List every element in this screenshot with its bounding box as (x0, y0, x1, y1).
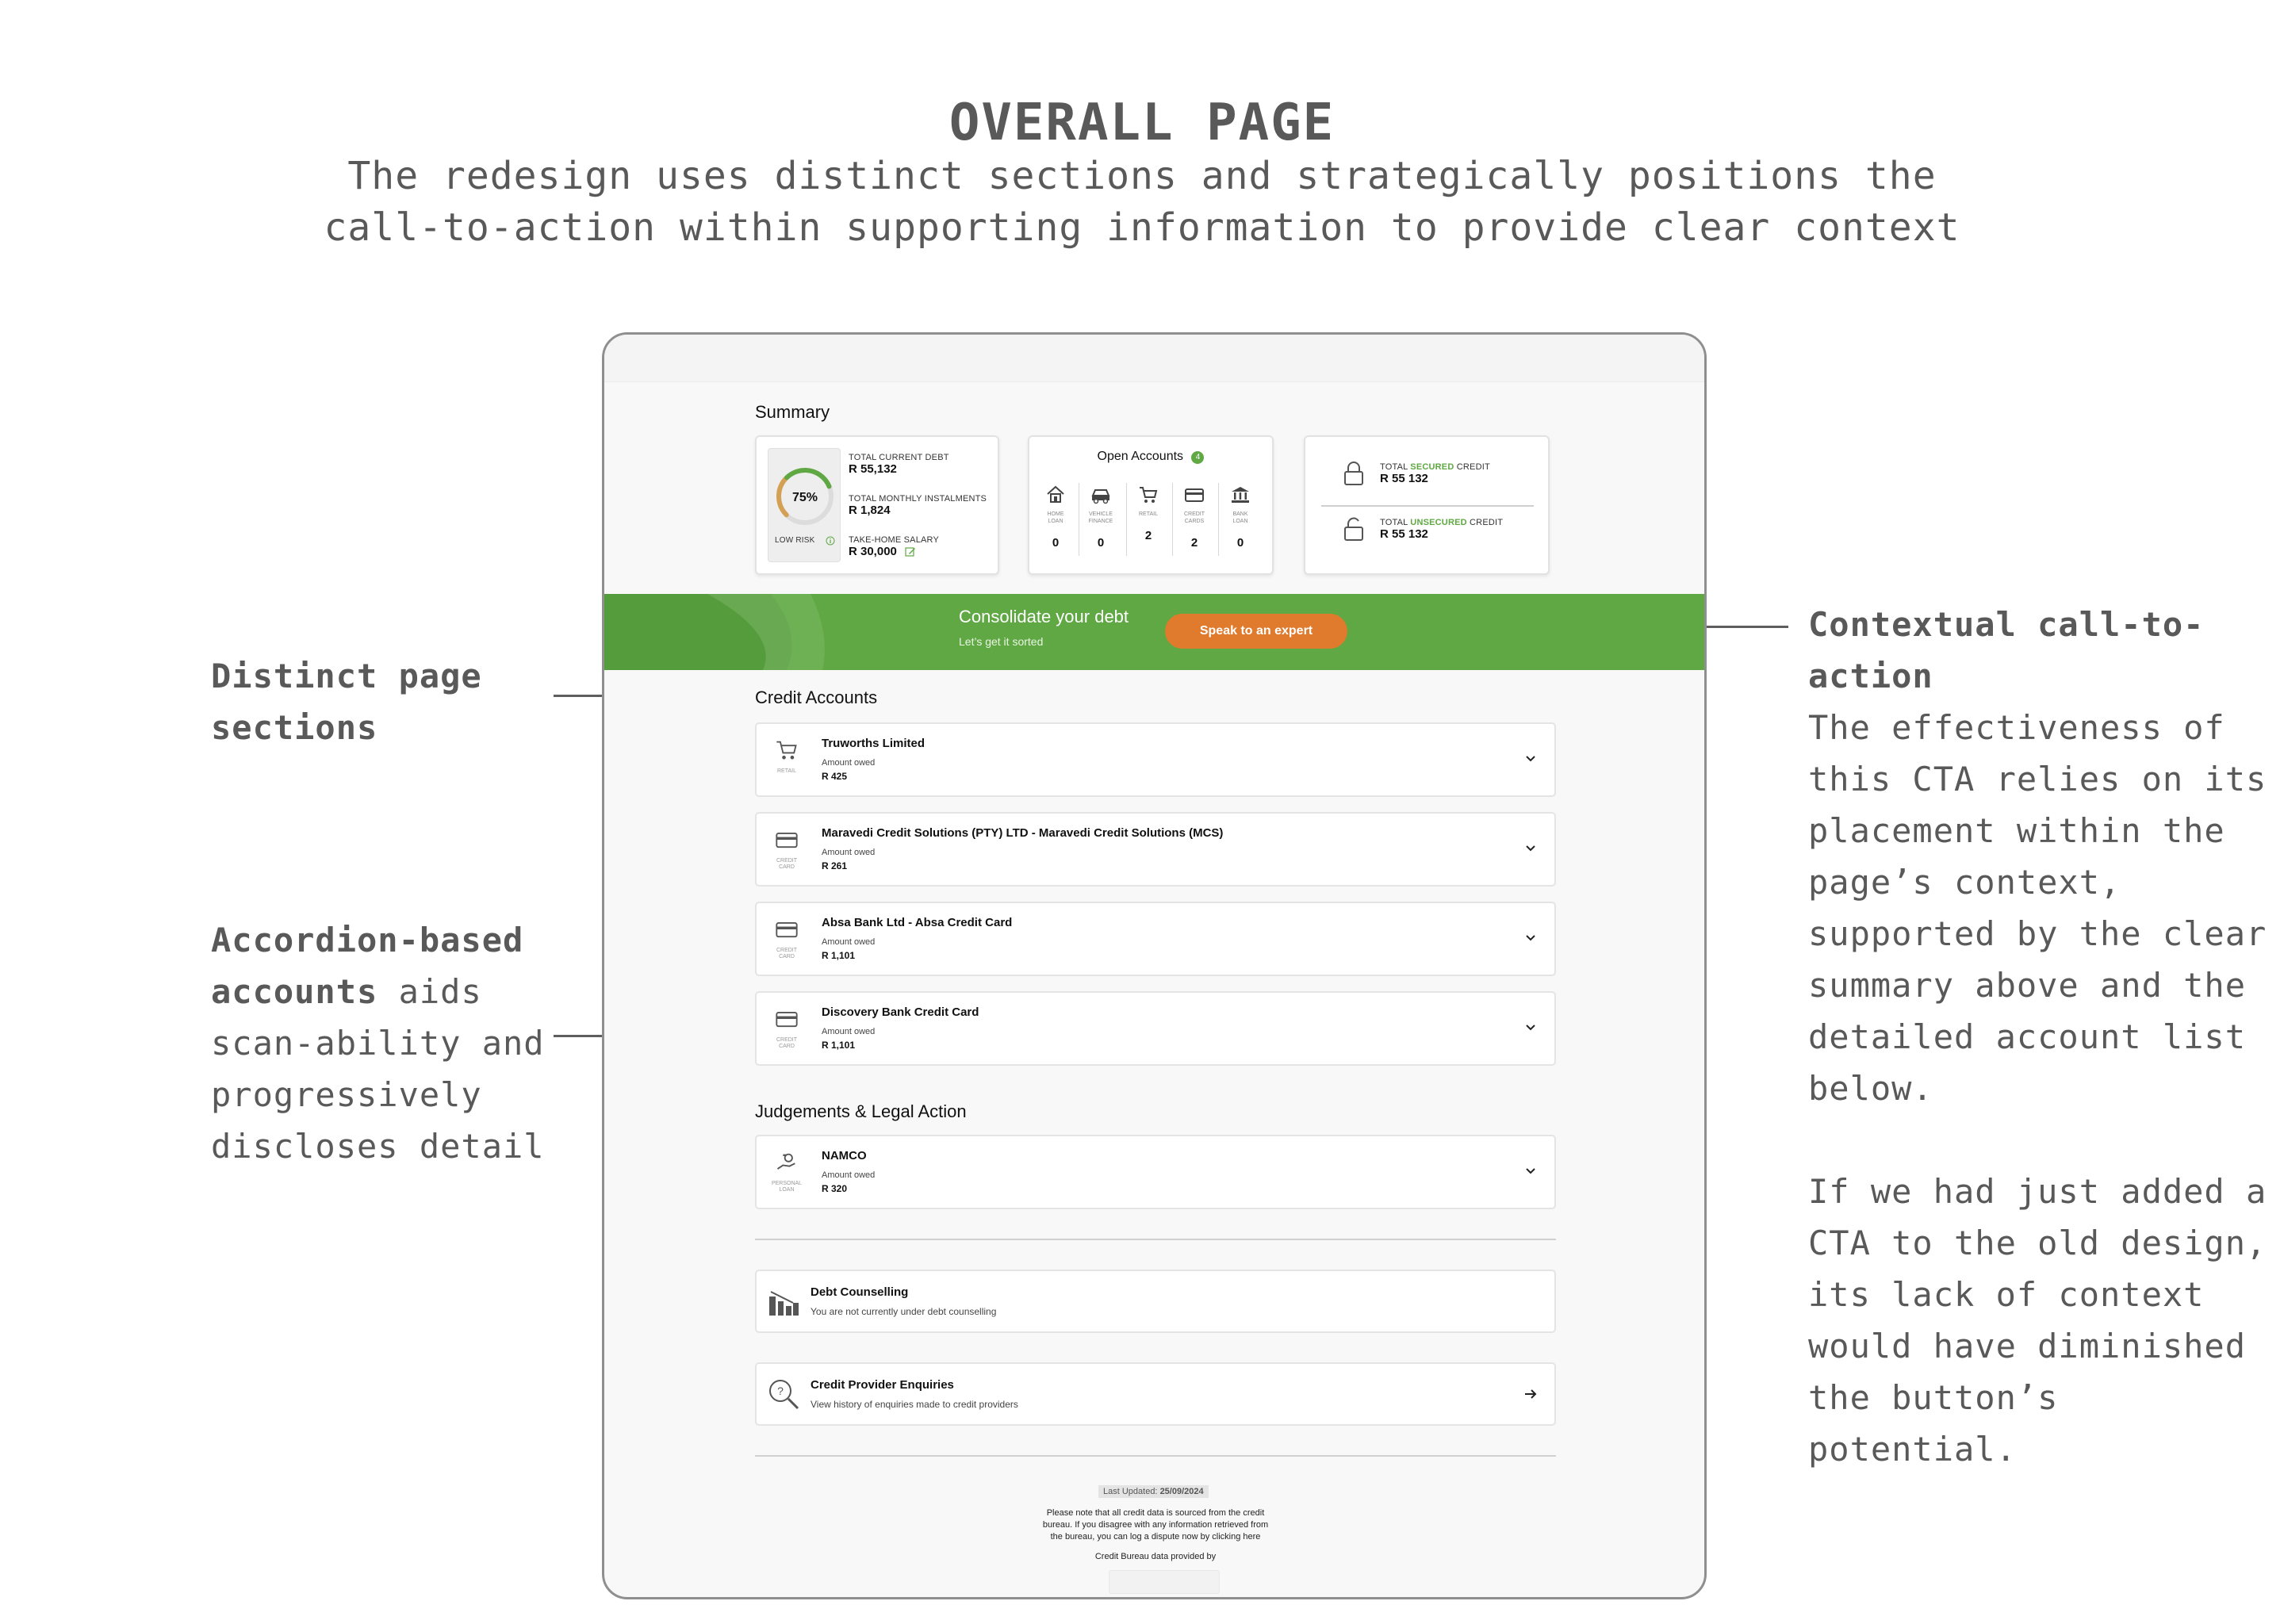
monthly-instalments-label: TOTAL MONTHLY INSTALMENTS (849, 494, 987, 504)
annotation-accordion (211, 914, 545, 1172)
disclaimer-line-3[interactable]: the bureau, you can log a dispute now by clicking here (1050, 1532, 1261, 1542)
last-updated-date: 25/09/2024 (1159, 1487, 1204, 1496)
account-accordion-item[interactable] (755, 812, 1556, 887)
search-question-icon (766, 1377, 801, 1411)
account-icon (769, 828, 804, 875)
category-cards-label-1: CREDIT (1183, 511, 1205, 517)
speak-to-expert-button[interactable]: Speak to an expert (1165, 614, 1347, 649)
category-home-value: 0 (1052, 536, 1060, 550)
account-name: Truworths Limited (822, 737, 925, 750)
secured-credit-value: R 55 132 (1380, 472, 1428, 485)
annotation-distinct-line-2: sections (211, 708, 378, 747)
annotation-cta-body2-4: would have diminished (1808, 1327, 2247, 1365)
category-vehicle-finance (1079, 485, 1123, 550)
amount-owed-value: R 1,101 (822, 1040, 856, 1051)
credit-enquiries-link[interactable] (755, 1362, 1556, 1426)
secured-credit-label: TOTAL SECURED CREDIT (1380, 462, 1490, 472)
category-cards-value: 2 (1190, 536, 1198, 550)
annotation-cta-body-5: supported by the clear (1808, 914, 2267, 953)
category-bank-value: 0 (1236, 536, 1244, 550)
credit-accounts-title: Credit Accounts (755, 688, 878, 707)
total-debt-label: TOTAL CURRENT DEBT (849, 453, 949, 462)
annotation-cta-body-2: this CTA relies on its (1808, 760, 2267, 799)
gauge-arc-green (787, 470, 829, 486)
credit-card-icon (1184, 485, 1205, 505)
account-accordion-item[interactable] (755, 902, 1556, 976)
debt-summary-card (755, 435, 999, 575)
account-icon-label-2: LOAN (779, 1187, 795, 1193)
vehicle-icon (1090, 485, 1112, 505)
credit-card-icon (773, 917, 800, 941)
bureau-provided-by: Credit Bureau data provided by (1094, 1552, 1217, 1561)
annotation-cta-body-4: page’s context, (1808, 863, 2121, 902)
category-credit-cards (1172, 485, 1217, 550)
cart-icon (1138, 485, 1159, 505)
amount-owed-value: R 425 (822, 771, 848, 782)
lock-icon (1342, 461, 1366, 488)
chevron-down-icon[interactable] (1523, 1163, 1539, 1179)
page-subheading (238, 151, 2046, 254)
credit-type-divider (1321, 505, 1534, 507)
account-name: Discovery Bank Credit Card (822, 1005, 979, 1019)
account-accordion-item[interactable] (755, 722, 1556, 797)
annotation-accordion-line-3: scan-ability and (211, 1024, 545, 1063)
enquiries-subtitle: View history of enquiries made to credit providers (811, 1399, 1018, 1410)
account-accordion-item[interactable] (755, 991, 1556, 1066)
unsecured-credit-value: R 55 132 (1380, 527, 1428, 541)
category-retail (1126, 485, 1171, 542)
category-bank-label-2: LOAN (1232, 519, 1248, 524)
device-top-bar (604, 335, 1704, 382)
section-divider (755, 1455, 1556, 1457)
banner-title: Consolidate your debt (959, 607, 1129, 626)
annotation-accordion-rest-2: aids (377, 972, 482, 1011)
annotation-accordion-bold-1: Accordion-based (211, 921, 524, 959)
salary-label: TAKE-HOME SALARY (849, 535, 940, 545)
monthly-instalments-value: R 1,824 (849, 504, 891, 517)
amount-owed-label: Amount owed (822, 1027, 876, 1036)
gauge-percent: 75% (791, 491, 818, 504)
open-accounts-header (1029, 450, 1272, 464)
amount-owed-label: Amount owed (822, 848, 876, 857)
debt-counselling-status: You are not currently under debt counselling (811, 1306, 997, 1317)
category-vehicle-label-1: VEHICLE (1089, 511, 1113, 517)
annotation-accordion-bold-2: accounts (211, 972, 378, 1011)
open-accounts-count-badge: 4 (1191, 451, 1204, 464)
info-icon[interactable] (826, 536, 835, 546)
banner-decoration (604, 594, 842, 670)
account-icon-label: CREDIT CARD (776, 858, 798, 870)
arrow-right-icon[interactable] (1523, 1386, 1539, 1402)
subheading-line-2: call-to-action within supporting information to provide clear context (324, 205, 1960, 250)
annotation-cta-body-3: placement within the (1808, 811, 2225, 850)
credit-card-icon (773, 1007, 800, 1031)
account-icon-label: RETAIL (777, 768, 796, 774)
cart-icon (773, 738, 800, 762)
annotation-distinct-sections (211, 650, 482, 753)
account-icon (769, 1151, 804, 1198)
annotation-cta-body-1: The effectiveness of (1808, 708, 2225, 747)
device-frame (602, 332, 1707, 1599)
chevron-down-icon[interactable] (1523, 930, 1539, 946)
account-name: Absa Bank Ltd - Absa Credit Card (822, 916, 1013, 929)
bureau-disclaimer (1001, 1507, 1310, 1543)
account-icon (769, 738, 804, 786)
account-icon (769, 1007, 804, 1055)
credit-card-icon (773, 828, 800, 852)
judgement-accordion-item[interactable] (755, 1135, 1556, 1209)
page-heading: OVERALL PAGE (948, 94, 1336, 152)
disclaimer-line-2: bureau. If you disagree with any information retrieved from (1042, 1520, 1269, 1530)
section-divider (755, 1239, 1556, 1240)
banner-subtitle: Let’s get it sorted (959, 635, 1044, 648)
annotation-cta-body-8: below. (1808, 1069, 1933, 1108)
category-vehicle-value: 0 (1097, 536, 1105, 550)
salary-value: R 30,000 (849, 545, 897, 558)
bar-chart-icon (766, 1285, 801, 1320)
gauge-arc-orange (779, 477, 787, 515)
annotation-cta (1808, 599, 2284, 1475)
annotation-distinct-line-1: Distinct page (211, 657, 482, 695)
open-accounts-title: Open Accounts (1097, 450, 1184, 463)
risk-gauge (768, 455, 841, 534)
credit-type-card (1304, 435, 1550, 575)
summary-title: Summary (755, 402, 830, 422)
amount-owed-label: Amount owed (822, 937, 876, 947)
category-bank-loan (1218, 485, 1263, 550)
annotation-cta-body2-1: If we had just added a (1808, 1172, 2267, 1211)
category-home-loan (1033, 485, 1078, 550)
open-accounts-card (1028, 435, 1274, 575)
category-cards-label-2: CARDS (1184, 519, 1205, 524)
annotation-cta-body-6: summary above and the (1808, 966, 2247, 1005)
category-home-label-1: HOME (1047, 511, 1064, 517)
subheading-line-1: The redesign uses distinct sections and strategically positions the (347, 154, 1937, 198)
chevron-down-icon[interactable] (1523, 841, 1539, 856)
personal-loan-icon (773, 1151, 800, 1174)
chevron-down-icon[interactable] (1523, 751, 1539, 767)
account-name: Maravedi Credit Solutions (PTY) LTD - Maravedi Credit Solutions (MCS) (822, 826, 1224, 840)
chevron-down-icon[interactable] (1523, 1020, 1539, 1036)
amount-owed-label: Amount owed (822, 758, 876, 768)
edit-icon[interactable] (905, 546, 916, 557)
unlock-icon (1342, 516, 1366, 543)
svg-text:?: ? (777, 1385, 784, 1397)
account-icon-label: CREDIT CARD (776, 948, 798, 959)
category-home-label-2: LOAN (1048, 519, 1063, 524)
amount-owed-value: R 1,101 (822, 950, 856, 961)
risk-label: LOW RISK (775, 536, 815, 545)
debt-counselling-card (755, 1270, 1556, 1333)
annotation-accordion-line-4: progressively (211, 1075, 482, 1114)
annotation-cta-body2-5: the button’s potential. (1808, 1378, 2059, 1469)
bureau-logo-placeholder (1109, 1570, 1220, 1594)
bank-icon (1230, 485, 1251, 505)
enquiries-title: Credit Provider Enquiries (811, 1378, 954, 1392)
judgements-title: Judgements & Legal Action (755, 1101, 967, 1121)
annotation-accordion-line-5: discloses detail (211, 1127, 545, 1166)
annotation-cta-body2-2: CTA to the old design, (1808, 1224, 2267, 1262)
total-debt-value: R 55,132 (849, 462, 897, 476)
category-retail-value: 2 (1144, 529, 1152, 542)
account-icon-label-1: PERSONAL (771, 1181, 803, 1186)
annotation-cta-title-1: Contextual call-to- (1808, 605, 2205, 644)
amount-owed-label: Amount owed (822, 1170, 876, 1180)
amount-owed-value: R 320 (822, 1183, 848, 1194)
unsecured-credit-label: TOTAL UNSECURED CREDIT (1380, 518, 1504, 527)
amount-owed-value: R 261 (822, 860, 848, 871)
category-vehicle-label-2: FINANCE (1088, 519, 1113, 524)
account-name: NAMCO (822, 1149, 867, 1162)
account-icon (769, 917, 804, 965)
category-bank-label-1: BANK (1232, 511, 1248, 517)
home-icon (1045, 485, 1066, 505)
last-updated-badge (1098, 1485, 1209, 1498)
last-updated-label: Last Updated: (1103, 1487, 1160, 1496)
disclaimer-line-1: Please note that all credit data is sourced from the credit (1046, 1508, 1265, 1518)
consolidate-debt-banner (604, 594, 1704, 670)
annotation-cta-title-2: action (1808, 657, 1933, 695)
risk-gauge-box (768, 448, 841, 562)
annotation-cta-body2-3: its lack of context (1808, 1275, 2205, 1314)
annotation-cta-body-7: detailed account list (1808, 1017, 2247, 1056)
account-icon-label: CREDIT CARD (776, 1037, 798, 1049)
category-retail-label-1: RETAIL (1139, 511, 1158, 517)
debt-counselling-title: Debt Counselling (811, 1285, 909, 1299)
